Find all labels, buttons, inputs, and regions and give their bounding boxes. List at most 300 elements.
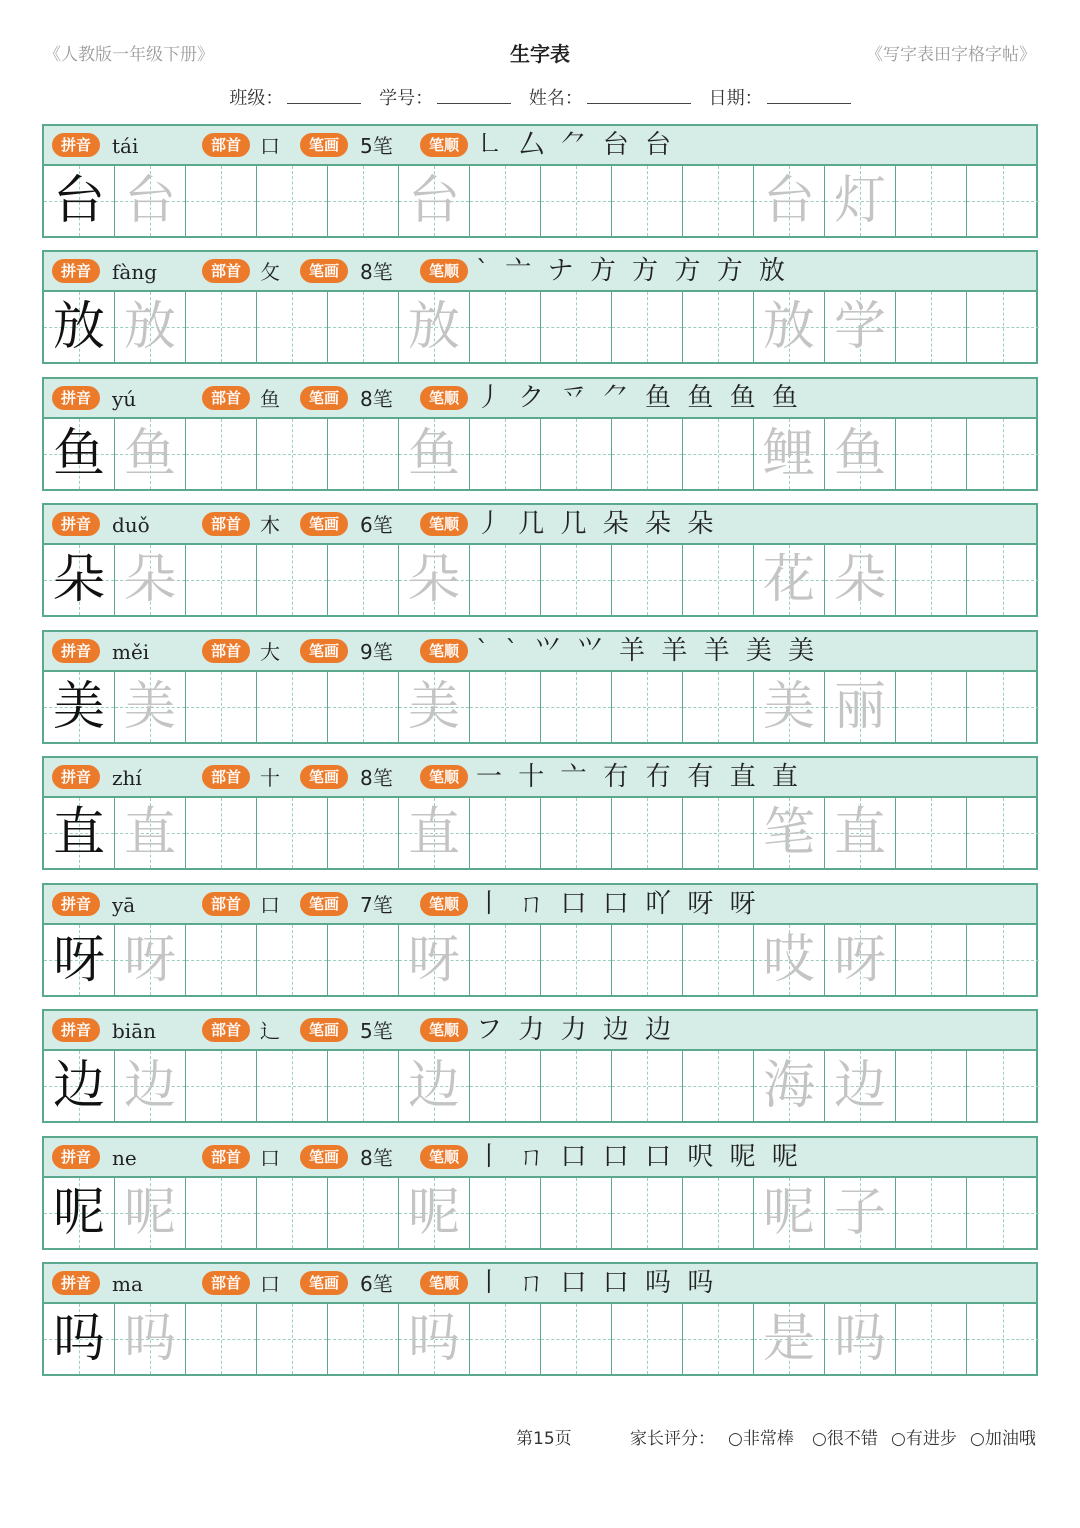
order-tag: 笔顺 <box>420 259 468 283</box>
pinyin-value: yú <box>112 387 137 411</box>
practice-cell[interactable] <box>825 292 896 362</box>
word-character: 边 <box>833 1056 886 1116</box>
strokes-tag: 笔画 <box>300 133 348 157</box>
order-tag: 笔顺 <box>420 765 468 789</box>
id-label: 学号： <box>379 88 434 109</box>
practice-cell[interactable] <box>186 1051 257 1121</box>
word-character: 哎 <box>762 930 815 990</box>
practice-cell <box>44 925 115 995</box>
practice-cell[interactable] <box>399 798 470 868</box>
practice-grid <box>42 545 1038 617</box>
stroke-order: フ 力 力 边 边 <box>476 1015 676 1045</box>
practice-cell[interactable] <box>470 1051 541 1121</box>
trace-character: 朵 <box>123 550 176 610</box>
trace-character: 朵 <box>407 550 460 610</box>
pinyin-tag: 拼音 <box>52 259 100 283</box>
radical-tag: 部首 <box>202 133 250 157</box>
practice-cell <box>44 166 115 236</box>
practice-cell[interactable] <box>257 292 328 362</box>
practice-cell[interactable] <box>541 925 612 995</box>
model-character: 呢 <box>52 1183 105 1243</box>
pinyin-value: tái <box>112 134 139 158</box>
practice-cell[interactable] <box>115 166 186 236</box>
practice-cell[interactable] <box>541 672 612 742</box>
practice-cell[interactable] <box>825 419 896 489</box>
practice-grid <box>42 166 1038 238</box>
practice-cell[interactable] <box>612 292 683 362</box>
character-entry <box>42 756 1038 870</box>
practice-cell[interactable] <box>967 166 1039 236</box>
entry-header <box>42 1262 1038 1304</box>
class-blank[interactable] <box>287 89 361 104</box>
practice-cell[interactable] <box>399 1304 470 1374</box>
practice-cell[interactable] <box>115 798 186 868</box>
date-field[interactable] <box>709 84 851 110</box>
radical-value: 十 <box>260 766 280 790</box>
practice-cell[interactable] <box>541 419 612 489</box>
page-title: 生字表 <box>510 42 570 66</box>
word-character: 美 <box>762 677 815 737</box>
practice-cell <box>44 672 115 742</box>
radical-value: 鱼 <box>260 387 280 411</box>
practice-cell[interactable] <box>683 672 754 742</box>
stroke-order: 一 十 亠 冇 冇 有 直 直 <box>476 762 802 792</box>
practice-cell[interactable] <box>328 419 399 489</box>
strokes-tag: 笔画 <box>300 1271 348 1295</box>
practice-cell[interactable] <box>967 292 1039 362</box>
practice-cell <box>44 292 115 362</box>
practice-cell[interactable] <box>541 1304 612 1374</box>
practice-cell[interactable] <box>896 545 967 615</box>
practice-cell[interactable] <box>754 672 825 742</box>
order-tag: 笔顺 <box>420 386 468 410</box>
practice-cell[interactable] <box>825 1304 896 1374</box>
pinyin-value: ma <box>112 1272 143 1296</box>
pinyin-tag: 拼音 <box>52 386 100 410</box>
radical-value: 辶 <box>260 1019 280 1043</box>
practice-cell[interactable] <box>683 1178 754 1248</box>
date-label: 日期： <box>708 88 763 109</box>
date-blank[interactable] <box>767 89 851 104</box>
radical-tag: 部首 <box>202 512 250 536</box>
model-character: 吗 <box>52 1309 105 1369</box>
entry-header <box>42 1009 1038 1051</box>
pinyin-tag: 拼音 <box>52 1145 100 1169</box>
practice-cell[interactable] <box>825 798 896 868</box>
practice-cell[interactable] <box>612 1051 683 1121</box>
practice-cell[interactable] <box>470 798 541 868</box>
practice-cell[interactable] <box>896 292 967 362</box>
trace-character: 吗 <box>123 1309 176 1369</box>
strokes-value: 5笔 <box>360 134 393 158</box>
strokes-tag: 笔画 <box>300 512 348 536</box>
practice-grid <box>42 798 1038 870</box>
strokes-value: 9笔 <box>360 640 393 664</box>
pinyin-tag: 拼音 <box>52 765 100 789</box>
practice-cell[interactable] <box>257 1178 328 1248</box>
practice-cell[interactable] <box>896 1051 967 1121</box>
radical-tag: 部首 <box>202 639 250 663</box>
practice-cell[interactable] <box>825 925 896 995</box>
order-tag: 笔顺 <box>420 1271 468 1295</box>
strokes-value: 8笔 <box>360 1146 393 1170</box>
order-tag: 笔顺 <box>420 892 468 916</box>
word-character: 呀 <box>833 930 886 990</box>
practice-cell[interactable] <box>612 166 683 236</box>
rating-option-excellent[interactable]: ○非常棒 <box>728 1429 794 1449</box>
practice-grid <box>42 925 1038 997</box>
pinyin-tag: 拼音 <box>52 892 100 916</box>
practice-cell[interactable] <box>612 545 683 615</box>
practice-cell[interactable] <box>754 925 825 995</box>
practice-cell[interactable] <box>896 419 967 489</box>
practice-cell[interactable] <box>328 672 399 742</box>
pinyin-value: biān <box>112 1019 157 1043</box>
practice-cell[interactable] <box>470 925 541 995</box>
practice-cell[interactable] <box>470 672 541 742</box>
practice-cell[interactable] <box>896 166 967 236</box>
word-character: 直 <box>833 803 886 863</box>
practice-cell[interactable] <box>186 545 257 615</box>
entry-header <box>42 756 1038 798</box>
practice-cell[interactable] <box>115 419 186 489</box>
practice-cell[interactable] <box>115 545 186 615</box>
model-character: 台 <box>52 171 105 231</box>
practice-cell[interactable] <box>612 1178 683 1248</box>
strokes-tag: 笔画 <box>300 1018 348 1042</box>
practice-cell[interactable] <box>470 1178 541 1248</box>
order-tag: 笔顺 <box>420 1145 468 1169</box>
word-character: 笔 <box>762 803 815 863</box>
trace-character: 美 <box>407 677 460 737</box>
practice-cell[interactable] <box>399 925 470 995</box>
character-entry <box>42 124 1038 238</box>
practice-cell[interactable] <box>612 798 683 868</box>
practice-cell[interactable] <box>967 798 1039 868</box>
practice-cell[interactable] <box>328 292 399 362</box>
practice-cell <box>44 1051 115 1121</box>
word-character: 丽 <box>833 677 886 737</box>
practice-cell[interactable] <box>328 1178 399 1248</box>
model-character: 直 <box>52 803 105 863</box>
practice-cell[interactable] <box>257 925 328 995</box>
rating-option-good[interactable]: ○很不错 <box>812 1429 878 1449</box>
practice-cell[interactable] <box>612 925 683 995</box>
word-character: 鲤 <box>762 424 815 484</box>
name-blank[interactable] <box>587 89 691 104</box>
radical-tag: 部首 <box>202 1145 250 1169</box>
radical-value: 口 <box>260 893 280 917</box>
model-character: 朵 <box>52 550 105 610</box>
practice-grid <box>42 1051 1038 1123</box>
character-entry <box>42 1262 1038 1376</box>
practice-cell[interactable] <box>967 925 1039 995</box>
rating-option-keep-going[interactable]: ○加油哦 <box>970 1429 1036 1449</box>
entry-header <box>42 1136 1038 1178</box>
practice-cell[interactable] <box>683 798 754 868</box>
practice-cell[interactable] <box>754 1304 825 1374</box>
model-character: 放 <box>52 297 105 357</box>
word-character: 呢 <box>762 1183 815 1243</box>
radical-value: 口 <box>260 134 280 158</box>
strokes-tag: 笔画 <box>300 1145 348 1169</box>
practice-cell[interactable] <box>825 166 896 236</box>
strokes-tag: 笔画 <box>300 892 348 916</box>
strokes-value: 6笔 <box>360 1272 393 1296</box>
model-character: 呀 <box>52 930 105 990</box>
page-number: 第15页 <box>516 1429 572 1449</box>
practice-cell[interactable] <box>399 1051 470 1121</box>
trace-character: 吗 <box>407 1309 460 1369</box>
entry-header <box>42 250 1038 292</box>
stroke-order: 丿 ク 乊 ⺈ 鱼 鱼 鱼 鱼 <box>476 383 802 413</box>
pinyin-value: zhí <box>112 766 142 790</box>
rating-option-progress[interactable]: ○有进步 <box>891 1429 957 1449</box>
trace-character: 呀 <box>407 930 460 990</box>
word-character: 台 <box>762 171 815 231</box>
practice-cell[interactable] <box>257 798 328 868</box>
practice-cell[interactable] <box>754 419 825 489</box>
strokes-value: 8笔 <box>360 260 393 284</box>
practice-cell[interactable] <box>896 798 967 868</box>
word-character: 是 <box>762 1309 815 1369</box>
practice-cell[interactable] <box>754 1051 825 1121</box>
strokes-value: 5笔 <box>360 1019 393 1043</box>
class-field[interactable] <box>229 84 361 110</box>
practice-cell[interactable] <box>186 798 257 868</box>
practice-cell[interactable] <box>115 1051 186 1121</box>
word-character: 海 <box>762 1056 815 1116</box>
practice-cell[interactable] <box>257 545 328 615</box>
practice-cell[interactable] <box>186 292 257 362</box>
class-label: 班级： <box>229 88 284 109</box>
practice-cell[interactable] <box>115 672 186 742</box>
entry-header <box>42 630 1038 672</box>
practice-grid <box>42 1178 1038 1250</box>
practice-cell[interactable] <box>896 672 967 742</box>
practice-cell <box>44 419 115 489</box>
stroke-order: ` 亠 ナ 方 方 方 方 放 <box>476 256 789 286</box>
trace-character: 直 <box>123 803 176 863</box>
practice-cell[interactable] <box>399 419 470 489</box>
strokes-value: 6笔 <box>360 513 393 537</box>
stroke-order: 丨 ㄇ 口 口 吖 呀 呀 <box>476 889 760 919</box>
radical-tag: 部首 <box>202 765 250 789</box>
word-character: 鱼 <box>833 424 886 484</box>
practice-cell[interactable] <box>967 1304 1039 1374</box>
practice-cell[interactable] <box>683 925 754 995</box>
character-entry <box>42 503 1038 617</box>
practice-cell[interactable] <box>399 545 470 615</box>
character-entry <box>42 1009 1038 1123</box>
stroke-order: ㇗ 厶 ⺈ 台 台 <box>476 130 676 160</box>
trace-character: 台 <box>407 171 460 231</box>
practice-cell[interactable] <box>896 925 967 995</box>
entry-header <box>42 124 1038 166</box>
practice-cell[interactable] <box>470 166 541 236</box>
trace-character: 呢 <box>407 1183 460 1243</box>
entry-header <box>42 503 1038 545</box>
practice-cell[interactable] <box>470 545 541 615</box>
strokes-value: 8笔 <box>360 766 393 790</box>
practice-cell[interactable] <box>399 166 470 236</box>
practice-cell[interactable] <box>257 419 328 489</box>
practice-cell[interactable] <box>967 672 1039 742</box>
pinyin-tag: 拼音 <box>52 512 100 536</box>
name-label: 姓名： <box>528 88 583 109</box>
radical-tag: 部首 <box>202 386 250 410</box>
order-tag: 笔顺 <box>420 1018 468 1042</box>
practice-cell[interactable] <box>186 419 257 489</box>
stroke-order: 丿 几 几 朵 朵 朵 <box>476 509 718 539</box>
book-title-left: 《人教版一年级下册》 <box>44 45 214 65</box>
practice-cell[interactable] <box>683 166 754 236</box>
practice-cell[interactable] <box>257 1304 328 1374</box>
practice-cell[interactable] <box>115 925 186 995</box>
practice-cell[interactable] <box>825 672 896 742</box>
character-entry <box>42 377 1038 491</box>
practice-cell[interactable] <box>541 545 612 615</box>
word-character: 吗 <box>833 1309 886 1369</box>
practice-cell[interactable] <box>257 1051 328 1121</box>
strokes-value: 7笔 <box>360 893 393 917</box>
practice-cell[interactable] <box>825 545 896 615</box>
word-character: 花 <box>762 550 815 610</box>
character-entry <box>42 1136 1038 1250</box>
practice-cell[interactable] <box>399 1178 470 1248</box>
radical-tag: 部首 <box>202 259 250 283</box>
practice-cell[interactable] <box>399 292 470 362</box>
practice-cell[interactable] <box>612 672 683 742</box>
practice-cell[interactable] <box>470 419 541 489</box>
trace-character: 边 <box>123 1056 176 1116</box>
radical-tag: 部首 <box>202 1271 250 1295</box>
book-title-right: 《写字表田字格字帖》 <box>866 45 1036 65</box>
practice-cell[interactable] <box>683 1051 754 1121</box>
practice-cell[interactable] <box>328 925 399 995</box>
practice-cell[interactable] <box>186 672 257 742</box>
character-entry <box>42 883 1038 997</box>
practice-cell <box>44 1304 115 1374</box>
practice-cell[interactable] <box>683 545 754 615</box>
pinyin-tag: 拼音 <box>52 1271 100 1295</box>
practice-cell[interactable] <box>186 1304 257 1374</box>
pinyin-tag: 拼音 <box>52 133 100 157</box>
word-character: 灯 <box>833 171 886 231</box>
practice-cell[interactable] <box>825 1178 896 1248</box>
entry-header <box>42 377 1038 419</box>
name-field[interactable] <box>529 84 691 110</box>
practice-cell[interactable] <box>115 1304 186 1374</box>
practice-cell[interactable] <box>328 166 399 236</box>
practice-cell[interactable] <box>967 419 1039 489</box>
practice-cell[interactable] <box>115 1178 186 1248</box>
practice-cell[interactable] <box>328 1051 399 1121</box>
trace-character: 放 <box>407 297 460 357</box>
pinyin-value: měi <box>112 640 150 664</box>
practice-cell[interactable] <box>612 1304 683 1374</box>
practice-cell[interactable] <box>257 672 328 742</box>
radical-value: 口 <box>260 1272 280 1296</box>
practice-cell[interactable] <box>470 292 541 362</box>
practice-cell[interactable] <box>541 1051 612 1121</box>
practice-cell[interactable] <box>541 166 612 236</box>
practice-cell[interactable] <box>967 1051 1039 1121</box>
practice-grid <box>42 292 1038 364</box>
practice-cell[interactable] <box>754 292 825 362</box>
practice-cell[interactable] <box>967 1178 1039 1248</box>
radical-value: 木 <box>260 513 280 537</box>
practice-cell[interactable] <box>328 545 399 615</box>
order-tag: 笔顺 <box>420 512 468 536</box>
id-field[interactable] <box>379 84 511 110</box>
pinyin-value: yā <box>112 893 136 917</box>
practice-cell[interactable] <box>896 1304 967 1374</box>
practice-cell[interactable] <box>470 1304 541 1374</box>
practice-cell[interactable] <box>967 545 1039 615</box>
practice-cell[interactable] <box>186 925 257 995</box>
practice-cell[interactable] <box>541 798 612 868</box>
model-character: 鱼 <box>52 424 105 484</box>
practice-cell[interactable] <box>683 1304 754 1374</box>
trace-character: 美 <box>123 677 176 737</box>
practice-cell[interactable] <box>186 1178 257 1248</box>
trace-character: 呀 <box>123 930 176 990</box>
order-tag: 笔顺 <box>420 133 468 157</box>
order-tag: 笔顺 <box>420 639 468 663</box>
word-character: 学 <box>833 297 886 357</box>
model-character: 边 <box>52 1056 105 1116</box>
practice-cell[interactable] <box>754 166 825 236</box>
trace-character: 鱼 <box>407 424 460 484</box>
practice-cell[interactable] <box>754 1178 825 1248</box>
character-entry <box>42 630 1038 744</box>
trace-character: 鱼 <box>123 424 176 484</box>
entry-header <box>42 883 1038 925</box>
stroke-order: 丨 ㄇ 口 口 吗 吗 <box>476 1268 718 1298</box>
practice-cell[interactable] <box>683 292 754 362</box>
radical-tag: 部首 <box>202 892 250 916</box>
pinyin-value: fàng <box>112 260 158 284</box>
practice-cell[interactable] <box>541 292 612 362</box>
radical-value: 大 <box>260 640 280 664</box>
practice-cell[interactable] <box>683 419 754 489</box>
practice-cell[interactable] <box>612 419 683 489</box>
practice-grid <box>42 419 1038 491</box>
word-character: 放 <box>762 297 815 357</box>
model-character: 美 <box>52 677 105 737</box>
radical-tag: 部首 <box>202 1018 250 1042</box>
word-character: 朵 <box>833 550 886 610</box>
practice-cell[interactable] <box>186 166 257 236</box>
practice-cell[interactable] <box>257 166 328 236</box>
practice-cell[interactable] <box>328 1304 399 1374</box>
trace-character: 放 <box>123 297 176 357</box>
practice-cell[interactable] <box>825 1051 896 1121</box>
practice-cell[interactable] <box>896 1178 967 1248</box>
practice-cell[interactable] <box>399 672 470 742</box>
practice-cell[interactable] <box>541 1178 612 1248</box>
radical-value: 攵 <box>260 260 280 284</box>
id-blank[interactable] <box>437 89 511 104</box>
practice-cell[interactable] <box>754 798 825 868</box>
stroke-order: 丨 ㄇ 口 口 口 呎 呢 呢 <box>476 1142 802 1172</box>
practice-cell[interactable] <box>115 292 186 362</box>
word-character: 子 <box>833 1183 886 1243</box>
practice-cell[interactable] <box>754 545 825 615</box>
practice-cell[interactable] <box>328 798 399 868</box>
pinyin-value: ne <box>112 1146 137 1170</box>
